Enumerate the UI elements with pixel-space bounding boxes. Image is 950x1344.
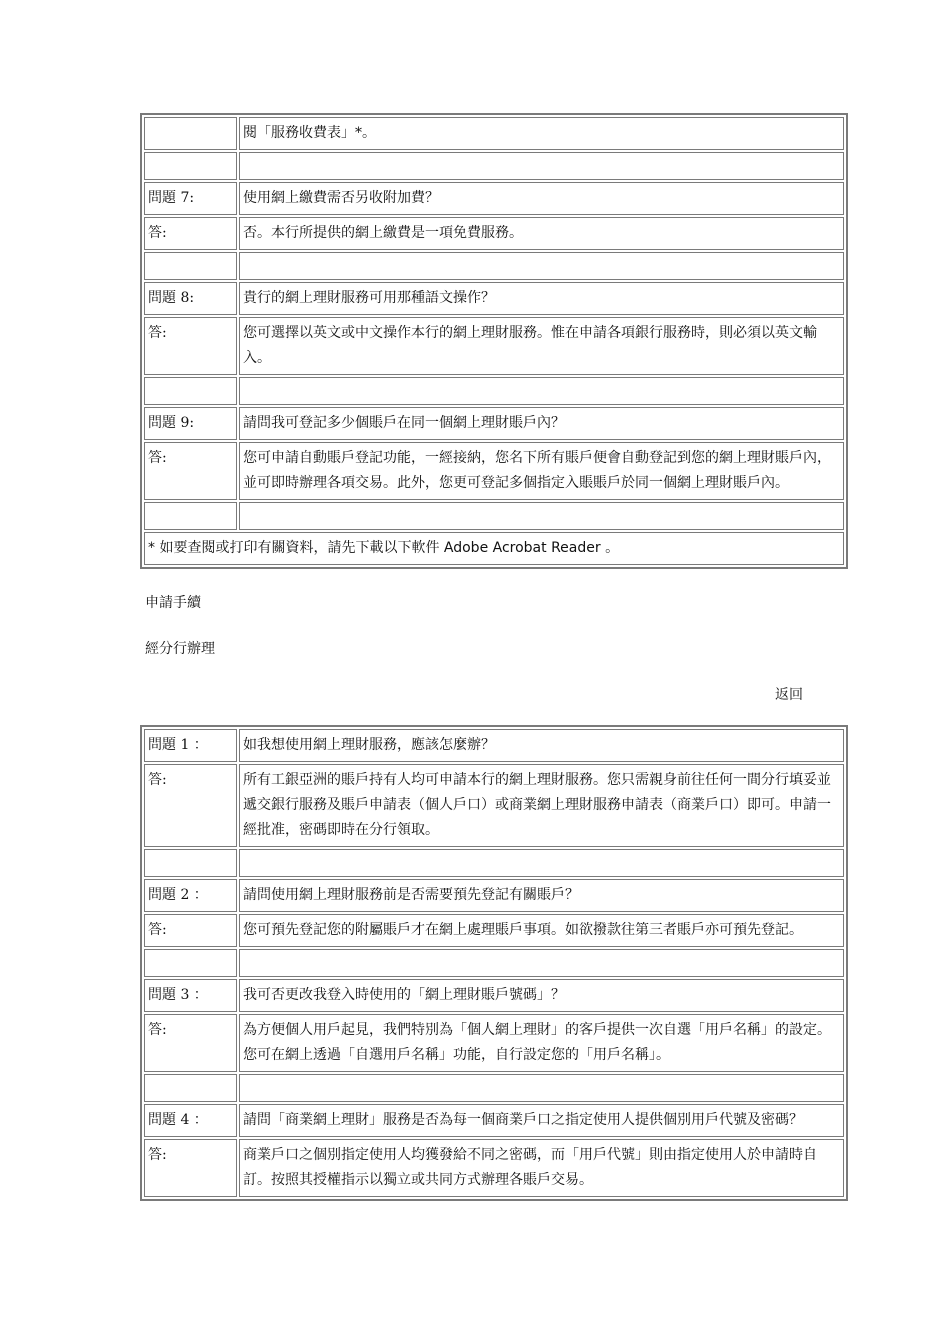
spacer-row xyxy=(144,152,844,180)
row-label xyxy=(144,377,237,405)
row-text xyxy=(239,849,844,877)
answer-text: 您可預先登記您的附屬賬戶才在網上處理賬戶事項。如欲撥款往第三者賬戶亦可預先登記。 xyxy=(239,914,844,947)
footnote-row xyxy=(144,532,844,565)
row-label xyxy=(144,252,237,280)
spacer-row xyxy=(144,949,844,977)
row-text: 閱「服務收費表」*。 xyxy=(239,117,844,150)
answer-text: 為方便個人用戶起見，我們特別為「個人網上理財」的客戶提供一次自選「用戶名稱」的設定。您可在網上透過「自選用戶名稱」功能，自行設定您的「用戶名稱」。 xyxy=(239,1014,844,1072)
question-label: 問題 4 ： xyxy=(144,1104,237,1137)
question-label: 問題 7: xyxy=(144,182,237,215)
answer-row xyxy=(144,914,844,947)
answer-row xyxy=(144,1139,844,1197)
answer-label: 答: xyxy=(144,764,237,847)
spacer-row xyxy=(144,252,844,280)
row-text xyxy=(239,252,844,280)
answer-text: 所有工銀亞洲的賬戶持有人均可申請本行的網上理財服務。您只需親身前往任何一間分行填妥並遞交銀行服務及賬戶申請表（個人戶口）或商業網上理財服務申請表（商業戶口）即可。申請一經批准，密碼即時在分行領取。 xyxy=(239,764,844,847)
question-row xyxy=(144,182,844,215)
question-text: 請問使用網上理財服務前是否需要預先登記有關賬戶？ xyxy=(239,879,844,912)
spacer-row xyxy=(144,502,844,530)
question-text: 請問「商業網上理財」服務是否為每一個商業戶口之指定使用人提供個別用戶代號及密碼？ xyxy=(239,1104,844,1137)
spacer-row xyxy=(144,849,844,877)
answer-row xyxy=(144,764,844,847)
row-text xyxy=(239,502,844,530)
section-heading-branch: 經分行辦理 xyxy=(145,641,215,657)
answer-row xyxy=(144,442,844,500)
question-row xyxy=(144,1104,844,1137)
question-text: 我可否更改我登入時使用的「網上理財賬戶號碼」？ xyxy=(239,979,844,1012)
question-label: 問題 8: xyxy=(144,282,237,315)
answer-text: 您可申請自動賬戶登記功能，一經接納，您名下所有賬戶便會自動登記到您的網上理財賬戶內，並可即時辦理各項交易。此外，您更可登記多個指定入賬賬戶於同一個網上理財賬戶內。 xyxy=(239,442,844,500)
question-row xyxy=(144,282,844,315)
answer-row xyxy=(144,317,844,375)
row-label xyxy=(144,152,237,180)
row-label xyxy=(144,949,237,977)
question-label: 問題 2 ： xyxy=(144,879,237,912)
section-heading-apply: 申請手續 xyxy=(145,595,201,611)
answer-label: 答: xyxy=(144,1139,237,1197)
answer-label: 答: xyxy=(144,317,237,375)
table-row xyxy=(144,117,844,150)
spacer-row xyxy=(144,1074,844,1102)
answer-label: 答: xyxy=(144,217,237,250)
question-label: 問題 9: xyxy=(144,407,237,440)
answer-text: 您可選擇以英文或中文操作本行的網上理財服務。惟在申請各項銀行服務時，則必須以英文輸入。 xyxy=(239,317,844,375)
spacer-row xyxy=(144,377,844,405)
row-text xyxy=(239,1074,844,1102)
answer-row xyxy=(144,217,844,250)
back-link[interactable]: 返回 xyxy=(775,687,803,703)
question-row xyxy=(144,879,844,912)
row-text xyxy=(239,152,844,180)
question-text: 請問我可登記多少個賬戶在同一個網上理財賬戶內？ xyxy=(239,407,844,440)
question-row xyxy=(144,407,844,440)
question-text: 如我想使用網上理財服務，應該怎麼辦？ xyxy=(239,729,844,762)
acrobat-footnote: * 如要查閱或打印有關資料，請先下載以下軟件 Adobe Acrobat Reader 。 xyxy=(144,532,844,565)
answer-text: 否。本行所提供的網上繳費是一項免費服務。 xyxy=(239,217,844,250)
faq-table-fees xyxy=(140,113,848,569)
question-text: 貴行的網上理財服務可用那種語文操作？ xyxy=(239,282,844,315)
question-row xyxy=(144,729,844,762)
answer-label: 答: xyxy=(144,914,237,947)
question-label: 問題 1 ： xyxy=(144,729,237,762)
row-label xyxy=(144,502,237,530)
faq-table-application xyxy=(140,725,848,1201)
answer-label: 答: xyxy=(144,442,237,500)
answer-text: 商業戶口之個別指定使用人均獲發給不同之密碼，而「用戶代號」則由指定使用人於申請時自訂。按照其授權指示以獨立或共同方式辦理各賬戶交易。 xyxy=(239,1139,844,1197)
row-label xyxy=(144,117,237,150)
question-text: 使用網上繳費需否另收附加費？ xyxy=(239,182,844,215)
row-label xyxy=(144,849,237,877)
answer-row xyxy=(144,1014,844,1072)
row-label xyxy=(144,1074,237,1102)
question-label: 問題 3 ： xyxy=(144,979,237,1012)
question-row xyxy=(144,979,844,1012)
row-text xyxy=(239,949,844,977)
row-text xyxy=(239,377,844,405)
answer-label: 答: xyxy=(144,1014,237,1072)
